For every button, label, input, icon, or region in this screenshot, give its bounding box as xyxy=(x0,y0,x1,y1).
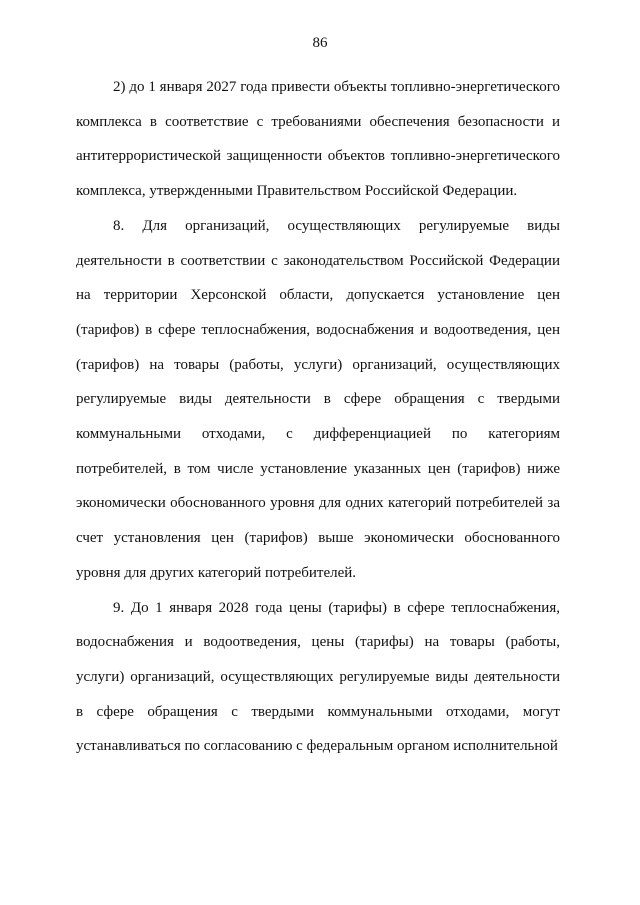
document-body xyxy=(76,70,560,764)
paragraph-9: 9. До 1 января 2028 года цены (тарифы) в сфере теплоснабжения, водоснабжения и водоотведения, цены (тарифы) на товары (работы, услуги) организаций, осуществляющих регулируемые виды деятельности в сфере обращения с твердыми коммунальными отходами, могут устанавливаться по согласованию с федеральным органом исполнительной xyxy=(76,599,560,755)
page-number: 86 xyxy=(312,35,328,51)
paragraph-8: 8. Для организаций, осуществляющих регулируемые виды деятельности в соответствии с законодательством Российской Федерации на территории Херсонской области, допускается установление цен (тарифов) в сфере теплоснабжения, водоснабжения и водоотведения, цен (тарифов) на товары (работы, услуги) организаций, осуществляющих регулируемые виды деятельности в сфере обращения с твердыми коммунальными отходами, с дифференциацией по категориям потребителей, в том числе установление указанных цен (тарифов) ниже экономически обоснованного уровня для одних категорий потребителей за счет установления цен (тарифов) выше экономически обоснованного уровня для других категорий потребителей. xyxy=(76,217,560,581)
paragraph-subpoint-2: 2) до 1 января 2027 года привести объекты топливно-энергетического комплекса в соответствие с требованиями обеспечения безопасности и антитеррористической защищенности объектов топливно-энергетического комплекса, утвержденными Правительством Российской Федерации. xyxy=(76,79,560,200)
